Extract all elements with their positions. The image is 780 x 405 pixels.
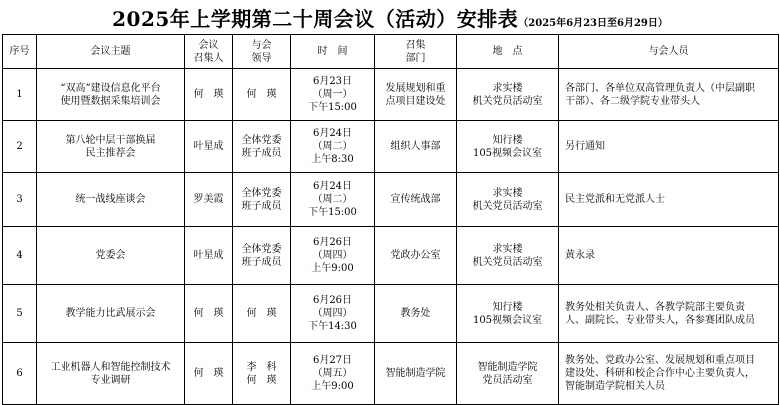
cell-time-line: （周四） bbox=[312, 308, 353, 319]
cell-dept bbox=[375, 227, 457, 285]
cell-attendees-line: 人、副院长、专业带头人，各参赛团队成员 bbox=[565, 314, 755, 326]
cell-attendees bbox=[559, 343, 779, 405]
cell-time-line: 下午14:30 bbox=[308, 321, 357, 332]
cell-topic bbox=[37, 69, 185, 121]
cell-place-line: 机关党员活动室 bbox=[472, 200, 543, 212]
cell-convener-line: 叶星成 bbox=[193, 141, 224, 152]
cell-topic-line: 工业机器人和智能控制技术 bbox=[50, 361, 171, 373]
cell-time-line: 6月26日 bbox=[312, 295, 353, 306]
cell-time bbox=[291, 343, 375, 405]
cell-place-line: 知行楼 bbox=[492, 134, 523, 146]
cell-topic bbox=[37, 343, 185, 405]
cell-leaders-line: 何 瑛 bbox=[246, 374, 277, 386]
cell-convener bbox=[185, 121, 233, 173]
cell-place bbox=[457, 343, 559, 405]
cell-place bbox=[457, 121, 559, 173]
cell-dept bbox=[375, 173, 457, 227]
cell-place-line: 105视频会议室 bbox=[472, 314, 543, 326]
cell-place-line: 求实楼 bbox=[492, 82, 523, 94]
schedule-table bbox=[2, 34, 779, 405]
cell-leaders-line: 全体党委 bbox=[241, 187, 282, 199]
cell-dept bbox=[375, 121, 457, 173]
cell-time bbox=[291, 69, 375, 121]
cell-topic-line: 专业调研 bbox=[90, 374, 131, 386]
cell-no bbox=[3, 69, 37, 121]
table-row bbox=[3, 173, 779, 227]
cell-time-line: 上午9:00 bbox=[311, 263, 354, 274]
title-main: 2025年上学期第二十周会议（活动）安排表 bbox=[112, 7, 519, 31]
cell-leaders bbox=[233, 343, 291, 405]
cell-dept-line: 点项目建设处 bbox=[385, 95, 446, 107]
cell-leaders bbox=[233, 285, 291, 343]
title-date-range: （2025年6月23日至6月29日） bbox=[518, 18, 668, 29]
cell-attendees bbox=[559, 121, 779, 173]
header-dept-line: 召集 bbox=[405, 39, 426, 51]
cell-place bbox=[457, 227, 559, 285]
page-title bbox=[0, 3, 780, 33]
cell-dept bbox=[375, 285, 457, 343]
cell-convener bbox=[185, 285, 233, 343]
cell-topic bbox=[37, 227, 185, 285]
cell-place-line: 党员活动室 bbox=[482, 374, 533, 386]
cell-dept bbox=[375, 69, 457, 121]
table-row bbox=[3, 69, 779, 121]
cell-no bbox=[3, 285, 37, 343]
cell-attendees-line: 教务处、党政办公室、发展规划和重点项目 bbox=[565, 355, 755, 366]
cell-time-line: （周二） bbox=[312, 141, 353, 152]
cell-leaders bbox=[233, 69, 291, 121]
cell-convener-line: 叶星成 bbox=[193, 250, 224, 261]
header-convener-line: 会议 bbox=[198, 39, 219, 51]
cell-topic-line: 民主推荐会 bbox=[85, 147, 136, 159]
cell-time-line: 上午8:30 bbox=[311, 154, 354, 165]
cell-no-line: 5 bbox=[16, 308, 23, 319]
cell-topic-line: “双高”建设信息化平台 bbox=[60, 82, 161, 94]
cell-attendees bbox=[559, 227, 779, 285]
cell-leaders-line: 班子成员 bbox=[241, 147, 282, 159]
header-dept-line: 部门 bbox=[405, 52, 426, 64]
cell-dept-line: 党政办公室 bbox=[390, 250, 441, 261]
header-dept bbox=[375, 35, 457, 69]
cell-place-line: 智能制造学院 bbox=[477, 361, 538, 373]
cell-time-line: 上午9:00 bbox=[311, 381, 354, 392]
cell-place-line: 知行楼 bbox=[492, 301, 523, 313]
cell-time-line: 6月23日 bbox=[312, 76, 353, 87]
cell-time bbox=[291, 285, 375, 343]
cell-leaders-line: 班子成员 bbox=[241, 256, 282, 268]
cell-convener-line: 何 瑛 bbox=[193, 308, 224, 319]
cell-convener-line: 罗美霞 bbox=[193, 194, 224, 205]
cell-no-line: 1 bbox=[16, 89, 23, 100]
cell-attendees bbox=[559, 69, 779, 121]
cell-time-line: 下午15:00 bbox=[308, 207, 357, 218]
cell-attendees-line: 建设处、科研和校企合作中心主要负责人， bbox=[565, 368, 755, 379]
header-leaders-line: 领导 bbox=[251, 52, 272, 64]
table-row bbox=[3, 285, 779, 343]
cell-attendees-line: 黄永录 bbox=[565, 250, 595, 261]
cell-attendees-line: 教务处相关负责人、各教学院部主要负责 bbox=[565, 301, 745, 313]
cell-topic-line: 教学能力比武展示会 bbox=[65, 308, 156, 319]
cell-topic-line: 党委会 bbox=[95, 250, 126, 261]
cell-leaders-line: 班子成员 bbox=[241, 200, 282, 212]
cell-attendees-line: 智能制造学院相关人员 bbox=[565, 381, 665, 392]
cell-no bbox=[3, 343, 37, 405]
cell-leaders-line: 全体党委 bbox=[241, 243, 282, 255]
cell-dept-line: 发展规划和重 bbox=[385, 82, 446, 94]
cell-dept-line: 教务处 bbox=[400, 308, 431, 319]
header-time-line: 时 间 bbox=[317, 46, 348, 57]
cell-leaders bbox=[233, 227, 291, 285]
header-leaders-line: 与会 bbox=[251, 39, 272, 51]
cell-leaders-line: 何 瑛 bbox=[246, 308, 277, 319]
cell-place-line: 105视频会议室 bbox=[472, 147, 543, 159]
cell-time-line: （周五） bbox=[312, 368, 353, 379]
header-attendees bbox=[559, 35, 779, 69]
cell-time-line: 6月24日 bbox=[312, 181, 353, 192]
cell-place-line: 机关党员活动室 bbox=[472, 95, 543, 107]
cell-attendees bbox=[559, 285, 779, 343]
cell-attendees-line: 民主党派和无党派人士 bbox=[565, 194, 665, 205]
cell-time-line: （周四） bbox=[312, 250, 353, 261]
cell-time-line: （周一） bbox=[312, 89, 353, 100]
header-place-line: 地 点 bbox=[492, 46, 523, 57]
header-convener bbox=[185, 35, 233, 69]
cell-time-line: 6月24日 bbox=[312, 128, 353, 139]
header-no-line: 序号 bbox=[9, 46, 30, 57]
cell-no bbox=[3, 173, 37, 227]
cell-place-line: 机关党员活动室 bbox=[472, 256, 543, 268]
cell-topic-line: 第八轮中层干部换届 bbox=[65, 134, 156, 146]
cell-convener-line: 何 瑛 bbox=[193, 89, 224, 100]
cell-convener bbox=[185, 173, 233, 227]
cell-topic bbox=[37, 173, 185, 227]
cell-time bbox=[291, 121, 375, 173]
cell-attendees bbox=[559, 173, 779, 227]
cell-convener bbox=[185, 343, 233, 405]
cell-attendees-line: 各部门、各单位双高管理负责人（中层副职 bbox=[565, 82, 755, 94]
header-convener-line: 召集人 bbox=[193, 52, 224, 64]
cell-dept bbox=[375, 343, 457, 405]
cell-topic bbox=[37, 121, 185, 173]
cell-place bbox=[457, 69, 559, 121]
cell-leaders bbox=[233, 121, 291, 173]
cell-dept-line: 组织人事部 bbox=[390, 141, 441, 152]
table-header-row bbox=[3, 35, 779, 69]
cell-place-line: 求实楼 bbox=[492, 243, 523, 255]
cell-time bbox=[291, 227, 375, 285]
cell-convener bbox=[185, 69, 233, 121]
cell-no bbox=[3, 121, 37, 173]
cell-place bbox=[457, 173, 559, 227]
table-row bbox=[3, 121, 779, 173]
header-leaders bbox=[233, 35, 291, 69]
header-place bbox=[457, 35, 559, 69]
cell-topic-line: 使用暨数据采集培训会 bbox=[60, 95, 161, 107]
cell-dept-line: 智能制造学院 bbox=[385, 368, 446, 379]
cell-convener bbox=[185, 227, 233, 285]
header-time bbox=[291, 35, 375, 69]
cell-no-line: 3 bbox=[16, 194, 23, 205]
cell-time-line: 6月27日 bbox=[312, 355, 353, 366]
table-row bbox=[3, 343, 779, 405]
cell-dept-line: 宣传统战部 bbox=[390, 194, 441, 205]
cell-time-line: （周二） bbox=[312, 194, 353, 205]
header-attendees-line: 与会人员 bbox=[648, 46, 689, 57]
table-row bbox=[3, 227, 779, 285]
cell-leaders-line: 全体党委 bbox=[241, 134, 282, 146]
cell-attendees-line: 干部）、各二级学院专业带头人 bbox=[565, 95, 700, 107]
cell-time-line: 6月26日 bbox=[312, 237, 353, 248]
cell-topic bbox=[37, 285, 185, 343]
header-topic-line: 会议主题 bbox=[90, 46, 131, 57]
cell-time-line: 下午15:00 bbox=[308, 102, 357, 113]
cell-no-line: 6 bbox=[16, 368, 23, 379]
header-no bbox=[3, 35, 37, 69]
cell-no bbox=[3, 227, 37, 285]
cell-attendees-line: 另行通知 bbox=[565, 141, 605, 152]
cell-time bbox=[291, 173, 375, 227]
cell-place bbox=[457, 285, 559, 343]
cell-topic-line: 统一战线座谈会 bbox=[75, 194, 146, 205]
cell-leaders-line: 李 科 bbox=[246, 361, 277, 373]
cell-leaders-line: 何 瑛 bbox=[246, 89, 277, 100]
cell-place-line: 求实楼 bbox=[492, 187, 523, 199]
header-topic bbox=[37, 35, 185, 69]
cell-convener-line: 何 瑛 bbox=[193, 368, 224, 379]
cell-no-line: 4 bbox=[16, 250, 23, 261]
table-body bbox=[3, 69, 779, 405]
cell-no-line: 2 bbox=[16, 141, 23, 152]
cell-leaders bbox=[233, 173, 291, 227]
